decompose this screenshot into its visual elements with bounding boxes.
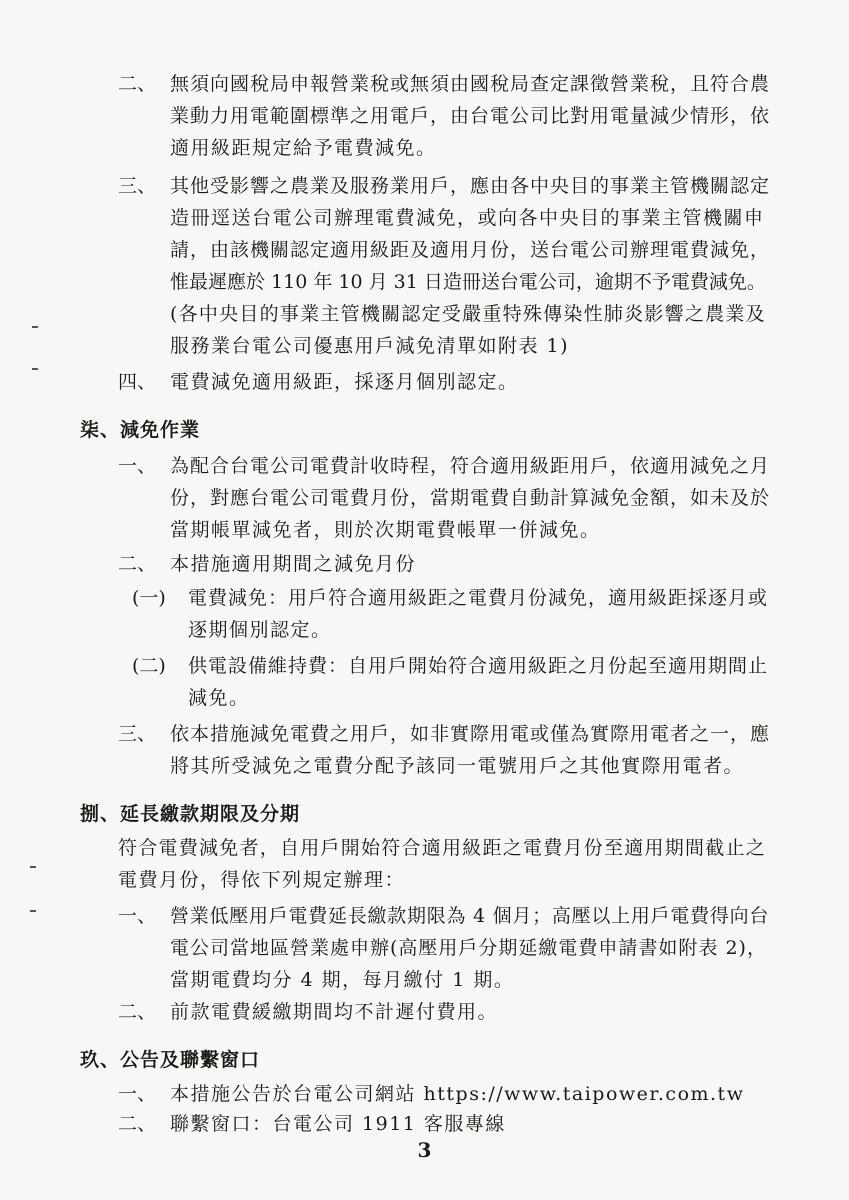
section-heading: 捌、延長繳款期限及分期 [80,803,301,825]
paragraph-line: 適用級距規定給予電費減免。 [170,137,437,159]
paragraph-line: (各中央目的事業主管機關認定受嚴重特殊傳染性肺炎影響之農業及 [170,303,766,325]
paragraph-line: 當期帳單減免者，則於次期電費帳單一併減免。 [170,519,601,541]
paragraph-line: 將其所受減免之電費分配予該同一電號用戶之其他實際用電者。 [170,755,745,777]
paragraph-line: 聯繫窗口：台電公司 1911 客服專線 [170,1113,506,1135]
paragraph-line: 當期電費均分 4 期，每月繳付 1 期。 [170,969,515,991]
item-marker: 二、 [118,553,157,575]
paragraph-line: 符合電費減免者，自用戶開始符合適用級距之電費月份至適用期間截止之 [118,837,767,859]
item-marker: 二、 [118,73,157,95]
paragraph-line: 逐期個別認定。 [188,619,332,641]
page-number: 3 [417,1138,432,1162]
item-marker: 二、 [118,1001,157,1023]
paragraph-line: 電費減免：用戶符合適用級距之電費月份減免，適用級距採逐月或 [188,587,769,609]
scan-mark [32,326,38,328]
paragraph-line: 惟最遲應於 110 年 10 月 31 日造冊送台電公司，逾期不予電費減免。 [170,271,766,293]
paragraph-line: 電公司當地區營業處申辦(高壓用戶分期延繳電費申請書如附表 2)， [170,937,767,959]
paragraph-line: 電費月份，得依下列規定辦理： [118,869,406,891]
paragraph-line: 業動力用電範圍標準之用電戶，由台電公司比對用電量減少情形，依 [170,105,771,127]
item-marker: 三、 [118,723,157,745]
paragraph-line: 減免。 [188,687,250,709]
paragraph-line: 供電設備維持費：自用戶開始符合適用級距之月份起至適用期間止 [188,655,769,677]
paragraph-line: 營業低壓用戶電費延長繳款期限為 4 個月；高壓以上用戶電費得向台 [170,905,770,927]
paragraph-line: 服務業台電公司優惠用戶減免清單如附表 1) [170,335,570,357]
paragraph-line: 造冊逕送台電公司辦理電費減免，或向各中央目的事業主管機關申 [170,207,765,229]
subitem-marker: (二) [132,655,166,677]
paragraph-line: 前款電費緩繳期間均不計遲付費用。 [170,1001,499,1023]
item-marker: 一、 [118,1083,157,1105]
paragraph-line: 其他受影響之農業及服務業用戶，應由各中央目的事業主管機關認定 [170,175,771,197]
section-heading: 柒、減免作業 [80,419,201,441]
item-marker: 四、 [118,371,157,393]
scan-mark [30,910,36,912]
paragraph-line: 份，對應台電公司電費月份，當期電費自動計算減免金額，如未及於 [170,487,771,509]
paragraph-line: 請，由該機關認定適用級距及適用月份，送台電公司辦理電費減免， [170,239,771,261]
item-marker: 一、 [118,455,157,477]
subitem-marker: (一) [132,587,166,609]
paragraph-line: 為配合台電公司電費計收時程，符合適用級距用戶，依適用減免之月 [170,455,771,477]
item-marker: 三、 [118,175,157,197]
scan-mark [32,368,38,370]
paragraph-line: 無須向國稅局申報營業稅或無須由國稅局查定課徵營業稅，且符合農 [170,73,771,95]
paragraph-line: 電費減免適用級距，採逐月個別認定。 [170,371,519,393]
scan-mark [30,866,36,868]
item-marker: 二、 [118,1113,157,1135]
item-marker: 一、 [118,905,157,927]
paragraph-line: 本措施適用期間之減免月份 [170,553,417,575]
paragraph-line: 本措施公告於台電公司網站 https://www.taipower.com.tw [170,1083,745,1105]
paragraph-line: 依本措施減免電費之用戶，如非實際用電或僅為實際用電者之一，應 [170,723,771,745]
section-heading: 玖、公告及聯繫窗口 [80,1049,261,1071]
